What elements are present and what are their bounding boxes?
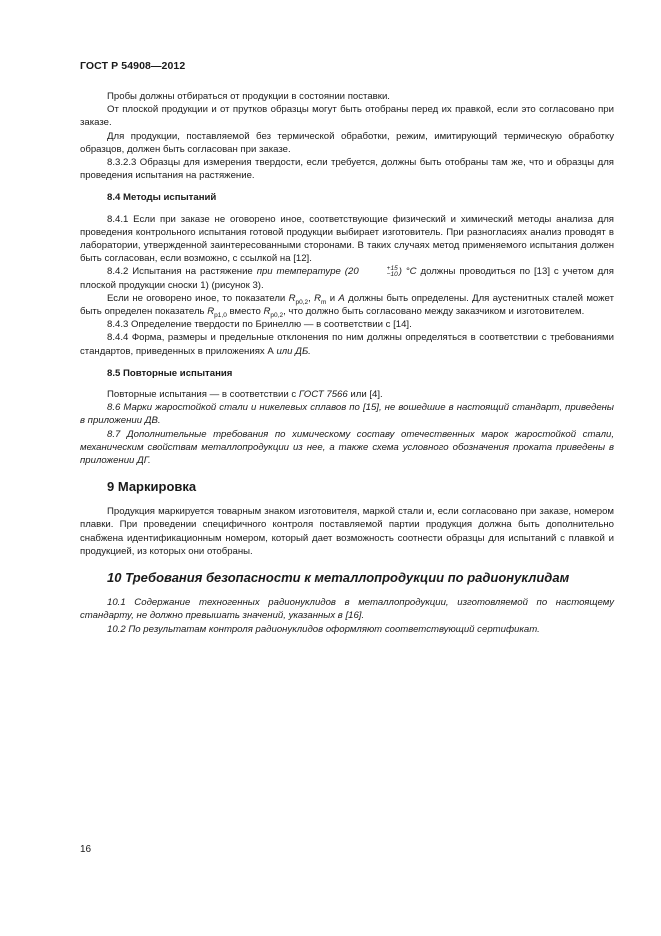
symbol: R	[263, 306, 271, 318]
reference-gost: ГОСТ 7566	[298, 389, 348, 401]
subscript: p1,0	[214, 311, 227, 319]
text: 8.4.4 Форма, размеры и предельные отклонения по ним должны определяться в соответствии с требованиями стандартов, приведенных в приложениях А	[80, 332, 614, 357]
text: вместо	[226, 306, 264, 318]
page-header-standard: ГОСТ Р 54908—2012	[80, 60, 186, 72]
paragraph-10-2: 10.2 По результатам контроля радионуклидов оформляют соответствующий сертификат.	[107, 623, 540, 635]
paragraph: Пробы должны отбираться от продукции в состоянии поставки.	[107, 91, 390, 102]
paragraph-10-1: 10.1 Содержание техногенных радионуклидов в металлопродукции, изготовляемой по настоящему стандарту, не должно превышать значений, указанных в [16].	[80, 597, 614, 622]
text: ,	[308, 292, 315, 304]
text: ) °С	[398, 266, 417, 278]
symbol: R	[207, 306, 215, 318]
paragraph-properties	[80, 292, 614, 318]
subscript: p0,2	[270, 311, 284, 319]
section-heading-8-4: 8.4 Методы испытаний	[107, 192, 217, 204]
symbol: R	[288, 292, 296, 304]
temperature-tolerance	[360, 266, 398, 278]
paragraph-8-7: 8.7 Дополнительные требования по химическому составу отечественных марок жаростойкой стали, механическим свойствам металлопродукции из нее, а также схема условного обозначения проката приведены в приложении ДГ.	[80, 428, 614, 467]
subscript: p0,2	[295, 298, 309, 306]
paragraph-8-5	[80, 388, 614, 401]
symbol: A	[338, 292, 345, 304]
tolerance-upper: +15	[386, 264, 398, 272]
symbol: R	[314, 292, 322, 304]
paragraph: От плоской продукции и от прутков образцы могут быть отобраны перед их правкой, если это согласовано при заказе.	[80, 104, 614, 129]
text: должны проводиться по [13] с учетом для плоской продукции сноски 1) (рисунок 3).	[80, 266, 614, 291]
paragraph-9: Продукция маркируется товарным знаком изготовителя, маркой стали и, если согласовано при заказе, номером плавки. При проведении специфичного контроля поставляемой партии продукция должна быть дополнительно снабжена идентификационным номером, который дает возможность соотнести образцы для испытаний с плавкой и продукцией, из которых они отобраны.	[80, 506, 614, 557]
text: при температуре (20	[256, 266, 359, 278]
text: или ДБ.	[276, 345, 311, 357]
text: 8.4.2 Испытания на растяжение	[107, 266, 257, 278]
text: Если не оговорено иное, то показатели	[107, 292, 289, 304]
page-content	[80, 90, 614, 636]
subscript: m	[321, 298, 327, 306]
text: или [4].	[347, 389, 383, 401]
section-heading-9: 9 Маркировка	[107, 479, 197, 495]
text: Повторные испытания — в соответствии с	[107, 389, 299, 401]
text: и	[326, 292, 339, 304]
paragraph: Для продукции, поставляемой без термической обработки, режим, имитирующий термическую обработку образцов, должен быть согласован при заказе.	[80, 130, 614, 155]
page-number: 16	[80, 844, 92, 855]
paragraph: 8.3.2.3 Образцы для измерения твердости, если требуется, должны быть отобраны там же, что и образцы для проведения испытания на растяжение.	[80, 157, 614, 182]
section-heading-8-5: 8.5 Повторные испытания	[107, 367, 233, 379]
text: , что должно быть согласовано между заказчиком и изготовителем.	[283, 306, 585, 318]
paragraph-8-6: 8.6 Марки жаростойкой стали и никелевых сплавов по [15], не вошедшие в настоящий стандарт, приведены в приложении ДВ.	[80, 402, 614, 427]
section-heading-10: 10 Требования безопасности к металлопродукции по радионуклидам	[107, 570, 570, 586]
tolerance-lower: −10	[386, 270, 398, 278]
text: должны быть определены. Для аустенитных сталей может быть определен показатель	[80, 292, 614, 318]
paragraph-8-4-4	[80, 331, 614, 357]
paragraph-8-4-2	[80, 265, 614, 291]
paragraph: 8.4.1 Если при заказе не оговорено иное, соответствующие физический и химический методы анализа для проведения контрольного испытания готовой продукции выбирает изготовитель. При разногласиях анализ проводят в лаборатории, утвержденной заинтересованными сторонами. В таких случаях метод применяемого испытания должен быть согласован, если возможно, с ссылкой на [12].	[80, 213, 614, 265]
paragraph: 8.4.3 Определение твердости по Бринеллю — в соответствии с [14].	[107, 319, 412, 331]
